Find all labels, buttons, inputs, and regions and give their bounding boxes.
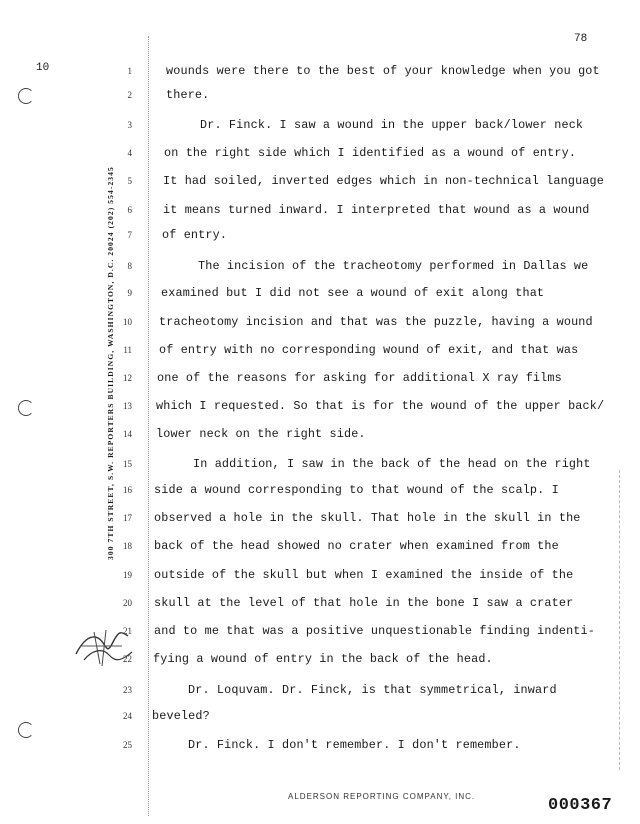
transcript-line: fying a wound of entry in the back of the head. — [153, 652, 493, 666]
transcript-line: lower neck on the right side. — [156, 427, 366, 441]
line-number: 21 — [123, 626, 132, 636]
line-number: 5 — [127, 176, 132, 186]
page-number: 78 — [574, 33, 588, 45]
transcript-line: It had soiled, inverted edges which in non-technical language — [163, 174, 604, 188]
transcript-line: skull at the level of that hole in the bone I saw a crater — [154, 596, 574, 610]
line-number: 22 — [123, 654, 132, 664]
bates-number: 000367 — [548, 796, 613, 815]
reporter-address-imprint: 300 7TH STREET, S.W. REPORTERS BUILDING, WASHINGTON, D.C. 20024 (202) 554-2345 — [106, 166, 115, 560]
transcript-line: there. — [166, 88, 210, 102]
line-number: 17 — [123, 513, 132, 523]
line-number: 16 — [123, 485, 132, 495]
line-number: 13 — [123, 401, 132, 411]
transcript-line: In addition, I saw in the back of the head on the right — [193, 457, 591, 471]
line-number: 20 — [123, 598, 132, 608]
line-number: 1 — [127, 66, 132, 76]
transcript-line: side a wound corresponding to that wound of the scalp. I — [154, 483, 559, 497]
line-number: 24 — [123, 711, 132, 721]
margin-rule — [148, 36, 149, 816]
punch-hole-top — [18, 88, 34, 104]
line-number: 23 — [123, 685, 132, 695]
line-number: 11 — [123, 345, 132, 355]
tab-number: 10 — [36, 62, 50, 74]
punch-hole-middle — [18, 400, 34, 416]
transcript-line: one of the reasons for asking for additional X ray films — [157, 371, 562, 385]
transcript-line: and to me that was a positive unquestionable finding indenti- — [154, 624, 595, 638]
line-number: 19 — [123, 570, 132, 580]
transcript-line: observed a hole in the skull. That hole in the skull in the — [154, 511, 581, 525]
line-number: 6 — [127, 205, 132, 215]
line-number: 12 — [123, 373, 132, 383]
line-number: 8 — [127, 261, 132, 271]
transcript-line: of entry with no corresponding wound of exit, and that was — [159, 343, 579, 357]
punch-hole-bottom — [18, 722, 34, 738]
transcript-line: tracheotomy incision and that was the puzzle, having a wound — [159, 315, 593, 329]
transcript-line: of entry. — [162, 228, 228, 242]
line-number: 25 — [123, 740, 132, 750]
transcript-line: wounds were there to the best of your knowledge when you got — [166, 64, 600, 78]
line-number: 14 — [123, 429, 132, 439]
transcript-line: it means turned inward. I interpreted that wound as a wound — [163, 203, 590, 217]
line-number: 4 — [127, 148, 132, 158]
right-margin-rule — [619, 470, 620, 770]
transcript-line: back of the head showed no crater when examined from the — [154, 539, 559, 553]
handwritten-signature-stamp — [72, 624, 138, 670]
reporting-company-footer: ALDERSON REPORTING COMPANY, INC. — [288, 792, 476, 801]
line-number: 18 — [123, 541, 132, 551]
line-number: 7 — [127, 230, 132, 240]
line-number: 9 — [127, 288, 132, 298]
line-number: 15 — [123, 459, 132, 469]
transcript-line: which I requested. So that is for the wound of the upper back/ — [156, 399, 605, 413]
transcript-line: beveled? — [152, 709, 210, 723]
transcript-line: outside of the skull but when I examined the inside of the — [154, 568, 574, 582]
transcript-line: Dr. Loquvam. Dr. Finck, is that symmetrical, inward — [188, 683, 557, 697]
line-number: 3 — [127, 120, 132, 130]
line-number: 10 — [123, 317, 132, 327]
transcript-line: on the right side which I identified as a wound of entry. — [164, 146, 577, 160]
line-number: 2 — [127, 90, 132, 100]
transcript-line: examined but I did not see a wound of exit along that — [161, 286, 545, 300]
transcript-line: Dr. Finck. I don't remember. I don't remember. — [188, 738, 521, 752]
transcript-line: The incision of the tracheotomy performed in Dallas we — [198, 259, 589, 273]
transcript-line: Dr. Finck. I saw a wound in the upper back/lower neck — [200, 118, 584, 132]
